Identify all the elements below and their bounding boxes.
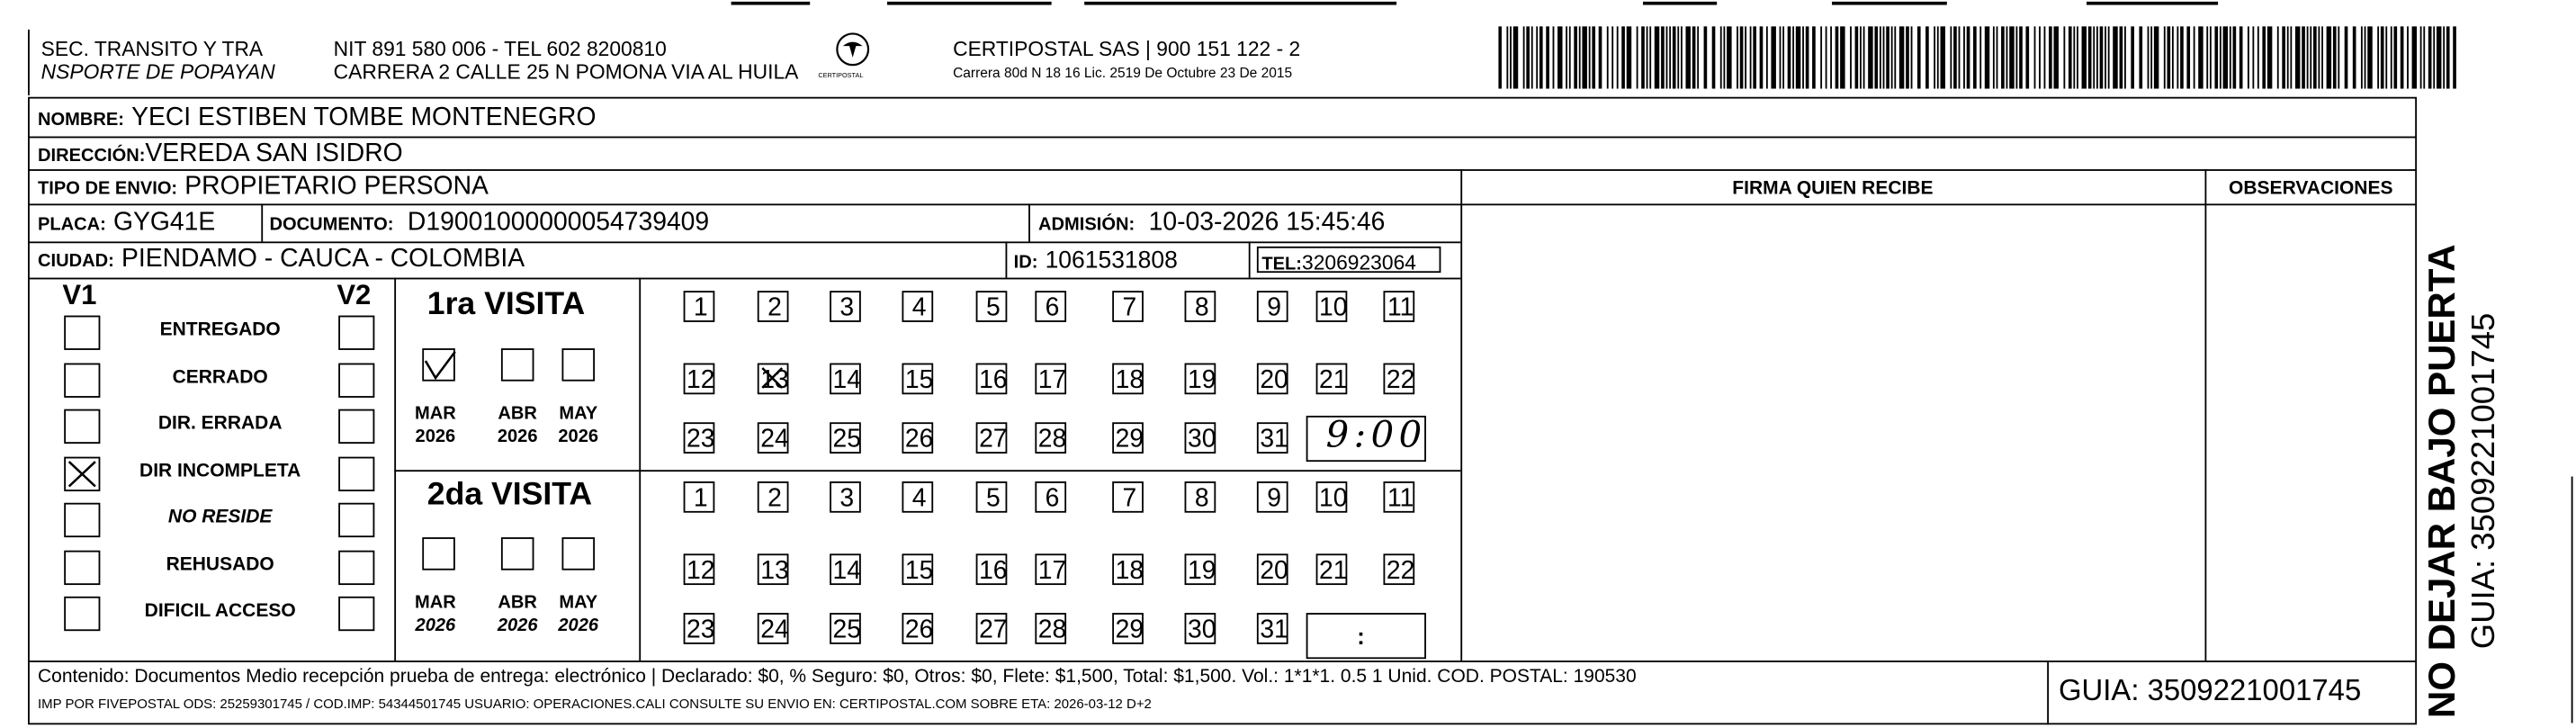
direccion-field — [38, 141, 403, 167]
tel-label: TEL: — [1261, 255, 1303, 274]
firma-header: FIRMA QUIEN RECIBE — [1732, 179, 1934, 199]
visit1-title: 1ra VISITA — [426, 285, 586, 322]
barcode — [1498, 26, 2467, 88]
visit2-day-number: 9 — [1267, 484, 1281, 513]
visit2-day-number: 18 — [1115, 557, 1144, 586]
visit1-day-number: 21 — [1319, 366, 1348, 395]
visit2-day-number: 23 — [687, 616, 715, 644]
visit1-day-number: 15 — [904, 366, 934, 395]
visit2-day-number: 13 — [760, 557, 789, 586]
v1-checkbox[interactable] — [64, 316, 100, 350]
visit2-day-number: 1 — [693, 484, 708, 513]
v2-checkbox[interactable] — [338, 316, 374, 350]
visit2-day-number: 7 — [1122, 484, 1137, 513]
company-line: CERTIPOSTAL SAS | 900 151 122 - 2 — [953, 37, 1301, 61]
visit2-month-label: ABR — [498, 593, 537, 614]
col-line — [1460, 169, 1462, 661]
top-mark — [2087, 2, 2218, 5]
row-line — [28, 137, 2417, 139]
visit1-day-number: 1 — [693, 293, 708, 322]
visit2-month-checkbox[interactable] — [422, 537, 455, 571]
visit1-day-number: 23 — [687, 425, 715, 454]
visit2-day-number: 16 — [979, 557, 1008, 586]
cell-line — [2047, 661, 2049, 724]
row-line — [28, 169, 2417, 171]
visit1-month-checkbox[interactable] — [561, 348, 595, 382]
nombre-label: NOMBRE: — [37, 110, 124, 130]
tipo-label: TIPO DE ENVIO: — [37, 179, 178, 199]
col-line — [2204, 169, 2206, 661]
visit2-month-checkbox[interactable] — [501, 537, 534, 571]
visit2-time-box[interactable] — [1306, 613, 1426, 659]
admision-value: 10-03-2026 15:45:46 — [1148, 208, 1386, 237]
contenido-text: Contenido: Documentos Medio recepción prueba de entrega: electrónico | Declarado: $0, % Seguro: $0, Otros: $0, Flete: $1,500, Total: $1,500. Vol.: 1*1*1. 0.5 1 Unid. COD. POSTAL: 190530 — [37, 667, 1637, 688]
visit1-day-number: 26 — [904, 425, 934, 454]
row-line — [28, 203, 2417, 205]
v1-label: V1 — [62, 279, 97, 311]
visit1-day-number: 22 — [1386, 366, 1415, 395]
sender-line1: SEC. TRANSITO Y TRA — [40, 37, 264, 61]
cell-line — [1006, 241, 1008, 277]
ciudad-label: CIUDAD: — [37, 251, 114, 272]
visit2-day-number: 14 — [832, 557, 862, 586]
v2-label: V2 — [337, 279, 372, 311]
status-label: DIFICIL ACCESO — [144, 601, 296, 622]
v2-checkbox[interactable] — [338, 364, 374, 398]
placa-value: GYG41E — [113, 208, 216, 237]
v1-checkbox[interactable] — [64, 551, 100, 585]
ciudad-value: PIENDAMO - CAUCA - COLOMBIA — [121, 245, 525, 274]
visit1-day-number: 31 — [1260, 425, 1288, 454]
status-label: CERRADO — [172, 368, 268, 388]
status-label: ENTREGADO — [159, 320, 281, 340]
col-line — [639, 278, 641, 661]
status-label: DIR INCOMPLETA — [139, 462, 301, 482]
sender-line2: NSPORTE DE POPAYAN — [40, 60, 275, 85]
visit1-day-number: 6 — [1045, 293, 1060, 322]
visit2-day-number: 8 — [1194, 484, 1209, 513]
edge-line — [2572, 477, 2573, 724]
status-label: DIR. ERRADA — [157, 414, 283, 435]
admision-field — [1038, 208, 1386, 237]
row-line — [28, 278, 1460, 280]
visit2-day-number: 21 — [1319, 557, 1348, 586]
visit2-day-number: 6 — [1045, 484, 1060, 513]
placa-label: PLACA: — [37, 215, 106, 236]
visit2-month-label: MAY — [559, 593, 598, 614]
visit2-year-label: 2026 — [497, 616, 538, 636]
top-mark — [887, 2, 1052, 5]
top-mark — [1832, 2, 1947, 5]
top-mark — [1084, 2, 1396, 5]
visit2-year-label: 2026 — [415, 616, 456, 636]
v1-checkbox[interactable] — [64, 409, 100, 444]
visit2-day-number: 24 — [760, 616, 789, 644]
cell-line — [1028, 203, 1030, 241]
visit1-day-number: 19 — [1187, 366, 1216, 395]
visit2-day-number: 20 — [1260, 557, 1288, 586]
visit1-day-number: 17 — [1037, 366, 1067, 395]
visit1-month-checkbox[interactable] — [422, 348, 455, 382]
visit1-day-number: 3 — [839, 293, 855, 322]
row-line — [28, 241, 1460, 243]
imp-text: IMP POR FIVEPOSTAL ODS: 25259301745 / COD.IMP: 54344501745 USUARIO: OPERACIONES.CALI CONSULTE SU ENVIO EN: CERTIPOSTAL.COM SOBRE ETA: 2026-03-12 D+2 — [37, 697, 1152, 712]
tel-field — [1261, 250, 1416, 276]
visit1-month-label: MAY — [559, 404, 598, 425]
visit2-month-label: MAR — [415, 593, 456, 614]
cell-line — [261, 203, 263, 241]
nombre-value: YECI ESTIBEN TOMBE MONTENEGRO — [131, 103, 597, 132]
visit1-month-checkbox[interactable] — [501, 348, 534, 382]
company-license: Carrera 80d N 18 16 Lic. 2519 De Octubre 23 De 2015 — [953, 64, 1293, 81]
observaciones-header: OBSERVACIONES — [2229, 179, 2393, 199]
id-label: ID: — [1013, 253, 1038, 274]
footer-line — [28, 661, 2417, 662]
status-label: NO RESIDE — [167, 508, 273, 528]
visit2-day-number: 17 — [1037, 557, 1067, 586]
logo-text: CERTIPOSTAL — [818, 70, 864, 79]
v2-checkbox[interactable] — [338, 409, 374, 444]
visit-divider — [394, 470, 1460, 472]
visit2-day-number: 5 — [985, 484, 1001, 513]
visit2-day-number: 10 — [1319, 484, 1348, 513]
col-line — [394, 278, 396, 661]
v2-checkbox[interactable] — [338, 597, 374, 631]
visit1-day-number: 18 — [1115, 366, 1144, 395]
id-value: 1061531808 — [1045, 247, 1178, 274]
visit1-day-number: 28 — [1037, 425, 1067, 454]
direccion-label: DIRECCIÓN: — [37, 146, 146, 166]
visit1-day-number: 16 — [979, 366, 1008, 395]
visit1-year-label: 2026 — [497, 427, 538, 447]
visit1-day-number: 14 — [832, 366, 862, 395]
visit1-day-number: 12 — [687, 366, 715, 395]
visit1-year-label: 2026 — [415, 427, 456, 447]
visit2-day-number: 11 — [1387, 484, 1414, 513]
v1-checkbox[interactable] — [64, 597, 100, 631]
visit2-day-number: 30 — [1187, 616, 1216, 644]
visit1-day-number: 9 — [1267, 293, 1281, 322]
visit1-day-number: 25 — [832, 425, 862, 454]
visit1-day-number: 10 — [1319, 293, 1348, 322]
visit2-day-number: 29 — [1115, 616, 1144, 644]
visit1-day-number: 7 — [1122, 293, 1137, 322]
visit2-day-number: 28 — [1037, 616, 1067, 644]
nombre-field — [38, 105, 596, 131]
visit2-day-number: 27 — [979, 616, 1008, 644]
visit1-day-number: 8 — [1194, 293, 1209, 322]
visit2-month-checkbox[interactable] — [561, 537, 595, 571]
visit2-title: 2da VISITA — [426, 476, 593, 513]
header-left-border — [28, 30, 30, 95]
documento-label: DOCUMENTO: — [269, 215, 394, 236]
visit1-year-label: 2026 — [558, 427, 599, 447]
v1-checkbox[interactable] — [64, 457, 100, 491]
visit1-month-label: ABR — [498, 404, 537, 425]
tel-value: 3206923064 — [1302, 251, 1416, 274]
visit1-day-number: 4 — [911, 293, 927, 322]
visit1-day-number: 30 — [1187, 425, 1216, 454]
visit2-year-label: 2026 — [558, 616, 599, 636]
nit-line: NIT 891 580 006 - TEL 602 8200810 — [333, 37, 667, 61]
visit2-day-number: 25 — [832, 616, 862, 644]
visit2-day-number: 4 — [911, 484, 927, 513]
v2-checkbox[interactable] — [338, 503, 374, 537]
visit2-day-number: 31 — [1260, 616, 1288, 644]
v2-checkbox[interactable] — [338, 457, 374, 491]
ciudad-field — [38, 247, 525, 273]
visit1-day-number: 13 — [760, 366, 789, 395]
documento-value: D19001000000054739409 — [407, 208, 710, 237]
visit2-day-number: 22 — [1386, 557, 1415, 586]
visit1-day-number: 29 — [1115, 425, 1144, 454]
visit2-day-number: 15 — [904, 557, 934, 586]
visit1-month-label: MAR — [415, 404, 456, 425]
visit1-day-number: 11 — [1387, 293, 1414, 322]
visit2-time-value: : — [1357, 623, 1365, 650]
visit1-time-value: 9:00 — [1325, 415, 1427, 457]
tipo-field — [37, 172, 489, 201]
side-warning: NO DEJAR BAJO PUERTA — [2419, 244, 2464, 718]
admision-label: ADMISIÓN: — [1038, 215, 1135, 236]
visit2-day-number: 26 — [904, 616, 934, 644]
visit2-day-number: 19 — [1187, 557, 1216, 586]
direccion-value: VEREDA SAN ISIDRO — [145, 139, 403, 168]
certipostal-logo-icon — [835, 31, 871, 67]
documento-field — [269, 208, 710, 237]
top-mark — [1643, 2, 1717, 5]
v1-checkbox[interactable] — [64, 364, 100, 398]
cell-line — [1249, 241, 1251, 277]
id-field — [1014, 248, 1178, 274]
visit1-day-number: 2 — [767, 293, 782, 322]
placa-field — [37, 208, 216, 237]
visit2-day-number: 2 — [767, 484, 782, 513]
visit2-day-number: 12 — [687, 557, 715, 586]
footer-guia: GUIA: 3509221001745 — [2058, 673, 2362, 707]
visit1-day-number: 5 — [985, 293, 1001, 322]
side-guia: GUIA: 3509221001745 — [2465, 312, 2502, 650]
v2-checkbox[interactable] — [338, 551, 374, 585]
address-line: CARRERA 2 CALLE 25 N POMONA VIA AL HUILA — [333, 60, 799, 85]
top-mark — [732, 2, 811, 5]
v1-checkbox[interactable] — [64, 503, 100, 537]
visit1-day-number: 27 — [979, 425, 1008, 454]
visit1-day-number: 24 — [760, 425, 789, 454]
visit2-day-number: 3 — [839, 484, 855, 513]
visit1-day-number: 20 — [1260, 366, 1288, 395]
tipo-value: PROPIETARIO PERSONA — [184, 172, 489, 201]
status-label: REHUSADO — [166, 555, 274, 576]
